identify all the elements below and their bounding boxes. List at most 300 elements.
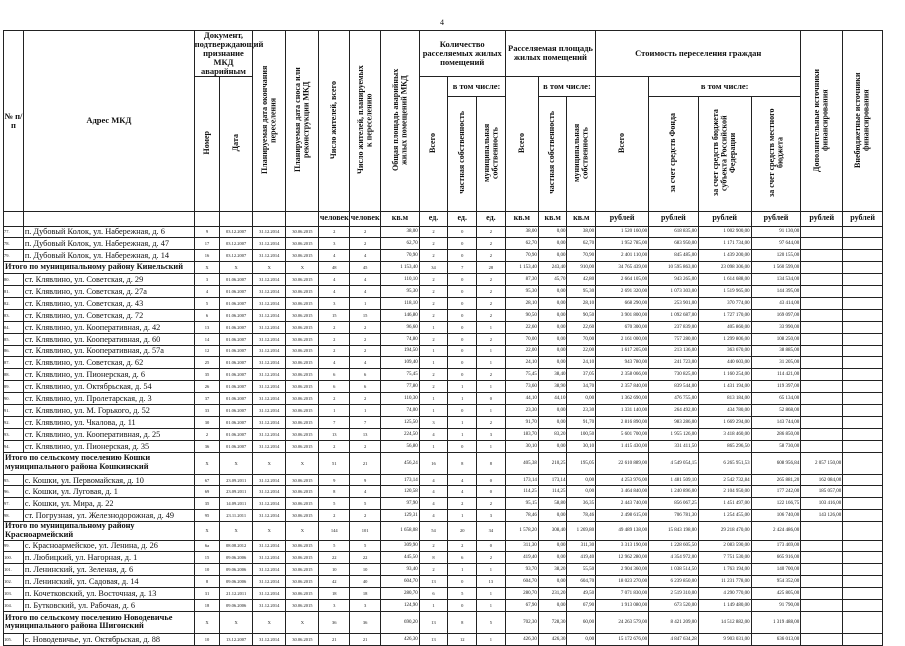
cell-planned-end: 31.12.2014 (253, 416, 286, 428)
cell-doc-number: 15 (194, 552, 219, 564)
cell-cost-subject: 3 418 460,00 (698, 428, 751, 440)
cell-qty-municipal: 1 (477, 321, 506, 333)
cell-area-private: 0,00 (538, 576, 567, 588)
cell-cost-local: 265 881,20 (751, 474, 801, 486)
cell-qty-municipal: 2 (477, 416, 506, 428)
cell-address: ст. Клявлино, ул. Советская, д. 62 (23, 357, 194, 369)
table-row (4, 440, 883, 452)
cell-extrabudget-sources (843, 262, 883, 274)
cell-planned-demolition: 30.06.2015 (286, 297, 319, 309)
cell-cost-total: 1 952 785,00 (596, 238, 649, 250)
cell-cost-local: 91 130,00 (751, 226, 801, 238)
cell-planned-demolition: 30.06.2015 (286, 274, 319, 286)
cell-doc-date: 03.12.2007 (220, 250, 253, 262)
cell-extrabudget-sources (843, 238, 883, 250)
cell-planned-demolition: 30.06.2015 (286, 564, 319, 576)
cell-total-area: 74,00 (381, 405, 420, 417)
cell-address: ст. Клявлино, ул. Кооперативная, д. 57а (23, 345, 194, 357)
cell-total-area: 173,14 (381, 474, 420, 486)
cell-extra-sources: 143 126,00 (801, 510, 843, 522)
cell-area-total: 70,00 (505, 333, 538, 345)
cell-cost-total: 15 172 676,00 (596, 633, 649, 645)
cell-cost-total: 2 358 066,00 (596, 369, 649, 381)
cell-qty-private: 8 (448, 452, 477, 474)
cell-area-municipal: 22,60 (567, 321, 596, 333)
cell-planned-demolition: 30.06.2015 (286, 309, 319, 321)
cell-extrabudget-sources (843, 498, 883, 510)
cell-area-private: 308,40 (538, 522, 567, 540)
cell-extrabudget-sources (843, 440, 883, 452)
header-residents-total: Число жителей, всего (319, 31, 350, 212)
cell-cost-local: 1 319 488,00 (751, 611, 801, 633)
cell-planned-demolition: X (286, 452, 319, 474)
table-row (4, 416, 883, 428)
cell-residents-planned: 15 (350, 309, 381, 321)
cell-extrabudget-sources (843, 405, 883, 417)
cell-doc-number: 26 (194, 381, 219, 393)
cell-row-number: 92. (4, 416, 24, 428)
cell-cost-local: 169 097,00 (751, 309, 801, 321)
cell-residents-planned: 2 (350, 226, 381, 238)
cell-address: п. Любицкий, ул. Нагорная, д. 1 (23, 552, 194, 564)
cell-area-private: 0,00 (538, 321, 567, 333)
cell-row-number: 96. (4, 486, 24, 498)
cell-extrabudget-sources (843, 286, 883, 298)
cell-planned-end: 31.12.2014 (253, 274, 286, 286)
cell-residents-total: 4 (319, 274, 350, 286)
cell-residents-total: 2 (319, 321, 350, 333)
cell-planned-demolition: 30.06.2015 (286, 576, 319, 588)
cell-cost-local: 173 469,00 (751, 540, 801, 552)
cell-area-private: 0,00 (538, 416, 567, 428)
cell-qty-total: 4 (419, 498, 448, 510)
cell-qty-private: 1 (448, 564, 477, 576)
cell-area-municipal: 0,00 (567, 486, 596, 498)
cell-planned-end: 31.12.2014 (253, 226, 286, 238)
cell-qty-municipal: 3 (477, 428, 506, 440)
cell-residents-total: 8 (319, 486, 350, 498)
cell-area-total: 67,90 (505, 599, 538, 611)
cell-qty-private: 2 (448, 540, 477, 552)
cell-doc-number: X (194, 452, 219, 474)
cell-total-area: 426,30 (381, 633, 420, 645)
cell-planned-end: 31.12.2014 (253, 309, 286, 321)
cell-residents-total: 6 (319, 381, 350, 393)
cell-area-private: 0,00 (538, 405, 567, 417)
cell-cost-local: 608 956,84 (751, 452, 801, 474)
cell-residents-planned: 2 (350, 321, 381, 333)
cell-qty-private: 1 (448, 393, 477, 405)
cell-planned-demolition: 30.06.2015 (286, 428, 319, 440)
cell-residents-planned: 40 (350, 576, 381, 588)
cell-address: ст. Клявлино, ул. Пролетарская, д. 3 (23, 393, 194, 405)
cell-extrabudget-sources (843, 226, 883, 238)
cell-area-private: 0,00 (538, 226, 567, 238)
cell-total-area: 124,90 (381, 599, 420, 611)
cell-cost-total: 3 313 190,00 (596, 540, 649, 552)
cell-area-private: 0,00 (538, 297, 567, 309)
cell-doc-date: 23.11.2011 (220, 510, 253, 522)
cell-qty-private: 12 (448, 633, 477, 645)
cell-qty-municipal: 2 (477, 498, 506, 510)
cell-cost-total: 3 464 840,00 (596, 486, 649, 498)
cell-extra-sources (801, 250, 843, 262)
header-doc-number: Номер (194, 76, 219, 211)
cell-residents-planned: 22 (350, 552, 381, 564)
unit-sqm: кв.м (505, 211, 538, 226)
cell-residents-planned: 21 (350, 452, 381, 474)
cell-qty-municipal: 1 (477, 633, 506, 645)
cell-area-municipal: 38,00 (567, 226, 596, 238)
cell-doc-number: 67 (194, 474, 219, 486)
cell-cost-local: 120 155,00 (751, 250, 801, 262)
cell-area-private: 0,00 (538, 309, 567, 321)
cell-planned-end: X (253, 452, 286, 474)
cell-qty-total: 2 (419, 226, 448, 238)
table-total-row (4, 452, 883, 474)
cell-qty-total: 2 (419, 274, 448, 286)
cell-cost-total: 34 765 439,00 (596, 262, 649, 274)
table-row (4, 345, 883, 357)
cell-area-municipal: 23,30 (567, 405, 596, 417)
cell-cost-subject: 2 083 590,00 (698, 540, 751, 552)
cell-cost-total: 2 443 740,00 (596, 498, 649, 510)
cell-planned-end: 31.12.2014 (253, 540, 286, 552)
cell-area-total: 23,30 (505, 405, 538, 417)
cell-extra-sources (801, 286, 843, 298)
unit-rub: рублей (596, 211, 649, 226)
cell-area-total: 78,46 (505, 510, 538, 522)
cell-area-total: 1 153,40 (505, 262, 538, 274)
cell-address: п. Дубовый Колок, ул. Набережная, д. 47 (23, 238, 194, 250)
cell-row-number: 99. (4, 540, 24, 552)
cell-cost-total: 24 263 579,00 (596, 611, 649, 633)
cell-qty-total: 13 (419, 576, 448, 588)
cell-extrabudget-sources (843, 576, 883, 588)
cell-doc-date: 21.12.2011 (220, 588, 253, 600)
table-row (4, 576, 883, 588)
cell-qty-private: 0 (448, 238, 477, 250)
header-address: Адрес МКД (23, 31, 194, 212)
cell-planned-end: 31.12.2014 (253, 498, 286, 510)
cell-qty-total: 1 (419, 440, 448, 452)
cell-qty-municipal: 2 (477, 250, 506, 262)
cell-residents-planned: 1 (350, 405, 381, 417)
cell-residents-total: 2 (319, 440, 350, 452)
cell-doc-date: 01.06.2007 (220, 274, 253, 286)
cell-cost-subject: 1 002 900,00 (698, 226, 751, 238)
cell-row-number: 98. (4, 510, 24, 522)
cell-planned-demolition: 30.06.2015 (286, 633, 319, 645)
cell-area-municipal: 95,30 (567, 286, 596, 298)
cell-address: п. Кочетковский, ул. Восточная, д. 13 (23, 588, 194, 600)
cell-residents-planned: 5 (350, 540, 381, 552)
cell-cost-subject: 23 098 306,00 (698, 262, 751, 274)
cell-total-area: 70,90 (381, 250, 420, 262)
cell-doc-number: 18 (194, 599, 219, 611)
cell-cost-fund: 730 825,00 (649, 369, 699, 381)
header-planned-end: Планируемая дата окончания переселения (253, 31, 286, 212)
cell-qty-private: 8 (448, 611, 477, 633)
cell-qty-private: 0 (448, 345, 477, 357)
cell-area-municipal: 36,35 (567, 498, 596, 510)
cell-qty-total: 34 (419, 262, 448, 274)
header-extra-sources: Дополнительные источники финансирования (801, 31, 843, 212)
cell-qty-municipal: 34 (477, 522, 506, 540)
cell-planned-end: 31.12.2014 (253, 599, 286, 611)
cell-qty-total: 1 (419, 393, 448, 405)
cell-qty-municipal: 0 (477, 486, 506, 498)
cell-qty-total: 4 (419, 486, 448, 498)
cell-cost-total: 943 780,00 (596, 357, 649, 369)
cell-extrabudget-sources (843, 588, 883, 600)
cell-qty-municipal: 1 (477, 564, 506, 576)
cell-qty-private: 0 (448, 405, 477, 417)
cell-area-total: 22,60 (505, 321, 538, 333)
cell-residents-total: 15 (319, 309, 350, 321)
cell-qty-private: 6 (448, 552, 477, 564)
header-area-municipal: муниципальная собственность (567, 96, 596, 211)
cell-cost-local: 33 990,00 (751, 321, 801, 333)
table-row (4, 369, 883, 381)
table-row (4, 633, 883, 645)
cell-doc-date: 01.06.2007 (220, 405, 253, 417)
cell-area-municipal: 311,30 (567, 540, 596, 552)
cell-cost-subject: 2 542 732,84 (698, 474, 751, 486)
cell-cost-subject: 813 184,00 (698, 393, 751, 405)
cell-cost-local: 106 740,00 (751, 510, 801, 522)
cell-cost-local: 143 744,00 (751, 416, 801, 428)
cell-residents-planned: 21 (350, 633, 381, 645)
cell-area-private: 0,00 (538, 540, 567, 552)
cell-planned-demolition: 30.06.2015 (286, 599, 319, 611)
cell-residents-total: 13 (319, 428, 350, 440)
cell-address: п. Дубовый Колок, ул. Набережная, д. 6 (23, 226, 194, 238)
cell-cost-local: 52 868,00 (751, 405, 801, 417)
cell-cost-fund: 264 492,00 (649, 405, 699, 417)
cell-cost-local: 636 013,00 (751, 633, 801, 645)
cell-residents-total: 9 (319, 474, 350, 486)
cell-address: п. Дубовый Колок, ул. Набережная, д. 14 (23, 250, 194, 262)
cell-cost-local: 1 560 599,00 (751, 262, 801, 274)
cell-area-total: 70,90 (505, 250, 538, 262)
cell-qty-total: 1 (419, 321, 448, 333)
cell-area-private: 0,00 (538, 440, 567, 452)
table-row (4, 510, 883, 522)
cell-address: ст. Клявлино, ул. Советская, д. 43 (23, 297, 194, 309)
cell-doc-date: 01.06.2007 (220, 369, 253, 381)
cell-cost-subject: 2 104 950,00 (698, 486, 751, 498)
cell-planned-demolition: X (286, 262, 319, 274)
cell-cost-subject: 11 231 778,00 (698, 576, 751, 588)
cell-cost-total: 2 401 110,00 (596, 250, 649, 262)
cell-residents-planned: 6 (350, 381, 381, 393)
cell-cost-total: 1 415 430,00 (596, 440, 649, 452)
cell-total-area: 129,31 (381, 510, 420, 522)
table-row (4, 309, 883, 321)
table-row (4, 486, 883, 498)
table-row (4, 564, 883, 576)
cell-total-area: 62,70 (381, 238, 420, 250)
cell-residents-total: 3 (319, 238, 350, 250)
table-total-row (4, 611, 883, 633)
cell-area-private: 45,70 (538, 274, 567, 286)
cell-area-municipal: 30,10 (567, 440, 596, 452)
cell-planned-demolition: 30.06.2015 (286, 474, 319, 486)
cell-planned-end: 31.12.2014 (253, 393, 286, 405)
cell-cost-subject: 1 299 806,00 (698, 333, 751, 345)
cell-residents-planned: 2 (350, 510, 381, 522)
cell-residents-planned: 4 (350, 250, 381, 262)
cell-area-total: 87,30 (505, 274, 538, 286)
cell-qty-municipal: 1 (477, 599, 506, 611)
cell-extrabudget-sources (843, 428, 883, 440)
cell-planned-end: 31.12.2014 (253, 552, 286, 564)
cell-area-total: 702,30 (505, 611, 538, 633)
cell-doc-date: 01.06.2007 (220, 297, 253, 309)
cell-planned-demolition: 30.06.2015 (286, 588, 319, 600)
cell-cost-total: 3 901 800,00 (596, 309, 649, 321)
cell-row-number: 95. (4, 474, 24, 486)
cell-planned-end: 31.12.2014 (253, 428, 286, 440)
cell-extra-sources (801, 297, 843, 309)
cell-cost-fund: 983 286,00 (649, 416, 699, 428)
cell-total-area: 125,50 (381, 416, 420, 428)
cell-cost-fund: 2 519 310,00 (649, 588, 699, 600)
cell-qty-total: 2 (419, 381, 448, 393)
cell-doc-date: 03.12.2007 (220, 238, 253, 250)
cell-area-private: 38,20 (538, 564, 567, 576)
unit-rub: рублей (843, 211, 883, 226)
cell-area-total: 183,70 (505, 428, 538, 440)
cell-area-municipal: 91,70 (567, 416, 596, 428)
cell-planned-end: 31.12.2014 (253, 333, 286, 345)
cell-total-area: 109,40 (381, 357, 420, 369)
cell-extra-sources (801, 540, 843, 552)
cell-planned-demolition: 30.06.2015 (286, 321, 319, 333)
cell-doc-number: 10 (194, 564, 219, 576)
cell-cost-local: 134 534,00 (751, 274, 801, 286)
cell-residents-planned: 1 (350, 297, 381, 309)
cell-area-municipal: 67,90 (567, 599, 596, 611)
cell-extra-sources (801, 576, 843, 588)
cell-address: Итого по муниципальному району Красноармейский (4, 522, 195, 540)
cell-doc-date: 13.12.2007 (220, 633, 253, 645)
cell-extrabudget-sources (843, 357, 883, 369)
cell-doc-number: 9 (194, 226, 219, 238)
cell-area-municipal: 90,50 (567, 309, 596, 321)
cell-qty-total: 4 (419, 510, 448, 522)
cell-row-number: 97. (4, 498, 24, 510)
cell-area-municipal: 22,00 (567, 345, 596, 357)
cell-total-area: 445,50 (381, 552, 420, 564)
header-document: Документ, подтверждающий признание МКД аварийным (194, 30, 264, 76)
cell-cost-fund: 476 755,00 (649, 393, 699, 405)
cell-total-area: 38,00 (381, 226, 420, 238)
cell-planned-demolition: 30.06.2015 (286, 286, 319, 298)
cell-qty-municipal: 13 (477, 576, 506, 588)
cell-doc-date: 23.09.2011 (220, 486, 253, 498)
cell-area-total: 95,30 (505, 286, 538, 298)
cell-planned-demolition: 30.06.2015 (286, 405, 319, 417)
cell-residents-total: 3 (319, 599, 350, 611)
cell-extrabudget-sources (843, 369, 883, 381)
cell-qty-total: 13 (419, 633, 448, 645)
cell-area-private: 44,10 (538, 393, 567, 405)
header-no: № п/п (4, 31, 24, 212)
cell-row-number: 105. (4, 633, 24, 645)
cell-planned-demolition: 30.06.2015 (286, 440, 319, 452)
cell-extra-sources (801, 393, 843, 405)
header-qty-private: частная собственность (448, 96, 477, 211)
cell-doc-date: X (220, 262, 253, 274)
cell-extrabudget-sources (843, 599, 883, 611)
header-qty-total: Всего (419, 76, 448, 211)
table-row (4, 321, 883, 333)
cell-residents-planned: 2 (350, 393, 381, 405)
cell-area-private: 0,00 (538, 345, 567, 357)
cell-qty-private: 0 (448, 321, 477, 333)
cell-planned-end: X (253, 522, 286, 540)
cell-total-area: 309,90 (381, 540, 420, 552)
table-row (4, 333, 883, 345)
cell-doc-date: X (220, 452, 253, 474)
cell-area-private: 0,00 (538, 357, 567, 369)
cell-area-total: 30,10 (505, 440, 538, 452)
cell-planned-end: X (253, 611, 286, 633)
table-row (4, 297, 883, 309)
cell-qty-municipal: 1 (477, 440, 506, 452)
cell-planned-end: 31.12.2014 (253, 250, 286, 262)
cell-cost-fund: 618 835,00 (649, 226, 699, 238)
cell-area-total: 173,14 (505, 474, 538, 486)
cell-qty-municipal: 2 (477, 369, 506, 381)
cell-cost-local: 31 205,00 (751, 357, 801, 369)
cell-cost-fund: 1 955 126,00 (649, 428, 699, 440)
header-cost-group: Стоимость переселения граждан (596, 31, 801, 77)
cell-cost-fund: 845 485,00 (649, 250, 699, 262)
table-row (4, 381, 883, 393)
cell-area-total: 38,00 (505, 226, 538, 238)
cell-cost-subject: 29 218 470,00 (698, 522, 751, 540)
cell-doc-date: 01.06.2007 (220, 381, 253, 393)
cell-total-area: 194,50 (381, 345, 420, 357)
cell-address: ст. Клявлино, ул. Кооперативная, д. 60 (23, 333, 194, 345)
cell-qty-municipal: 2 (477, 297, 506, 309)
cell-cost-fund: 15 843 198,00 (649, 522, 699, 540)
cell-total-area: 77,80 (381, 381, 420, 393)
cell-row-number: 83. (4, 309, 24, 321)
cell-doc-date: 09.06.2006 (220, 576, 253, 588)
cell-extra-sources (801, 238, 843, 250)
cell-qty-total: 1 (419, 405, 448, 417)
cell-extra-sources (801, 345, 843, 357)
cell-total-area: 1 153,40 (381, 262, 420, 274)
cell-cost-subject: 1 763 194,00 (698, 564, 751, 576)
cell-area-municipal: 24,10 (567, 357, 596, 369)
resettlement-table (3, 30, 883, 646)
cell-area-total: 1 578,20 (505, 522, 538, 540)
header-cost-subject: за счет средств бюджета субъекта Российской Федерации (698, 96, 751, 211)
cell-cost-fund: 8 421 209,00 (649, 611, 699, 633)
cell-residents-total: 2 (319, 345, 350, 357)
cell-cost-local: 58 730,00 (751, 440, 801, 452)
cell-doc-date: X (220, 522, 253, 540)
cell-area-total: 604,70 (505, 576, 538, 588)
cell-planned-demolition: 30.06.2015 (286, 416, 319, 428)
cell-address: п. Бутковский, ул. Рабочая, д. 6 (23, 599, 194, 611)
cell-cost-subject: 1 451 497,00 (698, 498, 751, 510)
